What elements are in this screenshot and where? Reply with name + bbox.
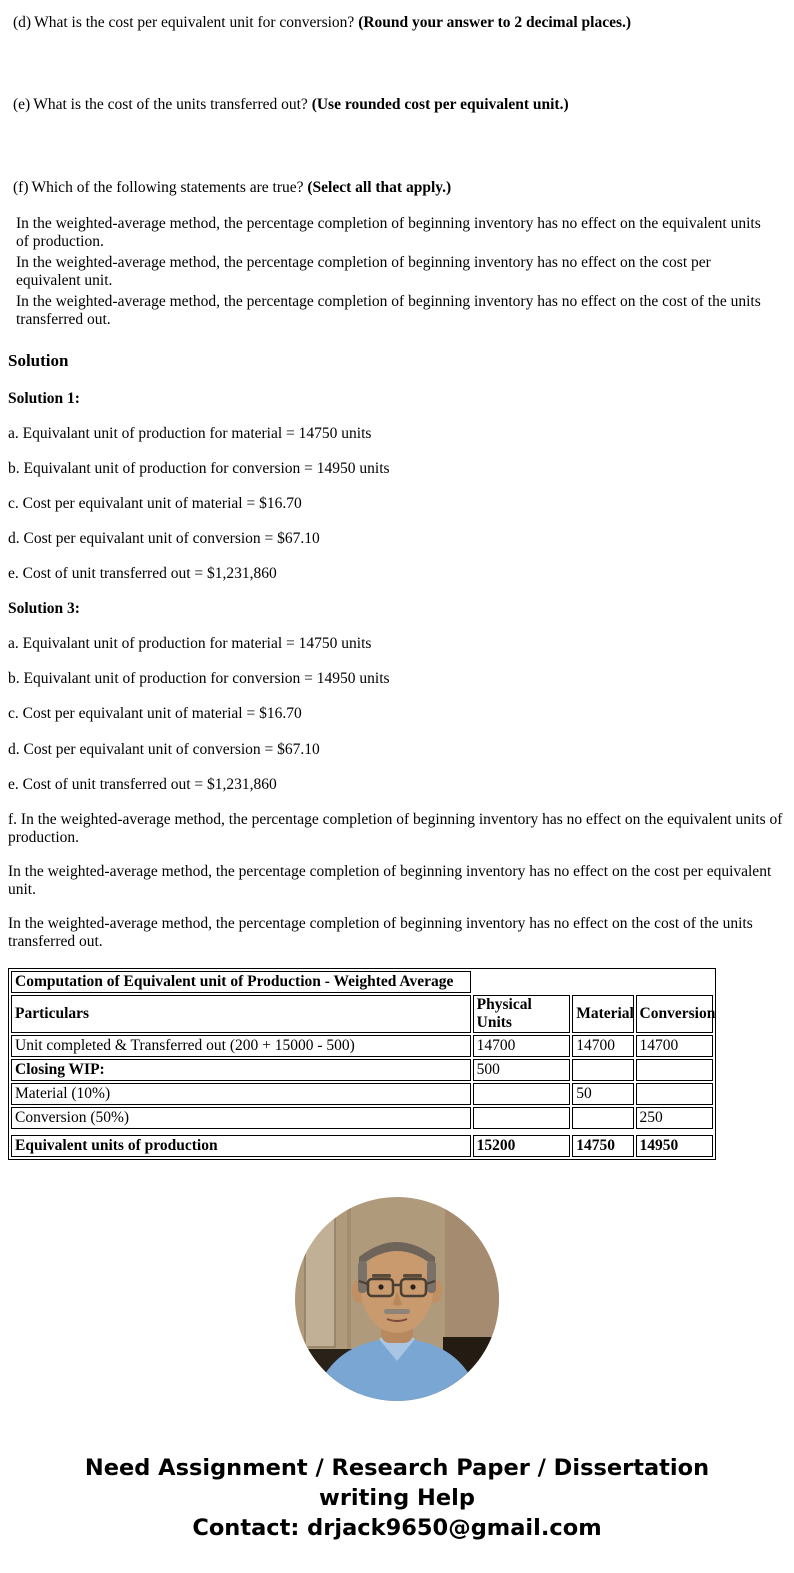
table-row-material (11, 1083, 713, 1105)
table-row-completed (11, 1035, 713, 1057)
question-f (13, 179, 786, 197)
table-cell (473, 1083, 571, 1105)
table-cell: 14950 (636, 1135, 713, 1157)
question-f-note: (Select all that apply.) (307, 178, 452, 196)
solution3-item-e: e. Cost of unit transferred out = $1,231,860 (8, 775, 277, 793)
table-row-closing-wip (11, 1059, 713, 1081)
footer-contact-email: Contact: drjack9650@gmail.com (192, 1514, 602, 1541)
col-header-material: Material (572, 995, 633, 1033)
table-header-row (11, 995, 713, 1033)
question-d (13, 14, 786, 32)
table-cell: 15200 (473, 1135, 571, 1157)
table-cell: Closing WIP: (11, 1059, 471, 1081)
solution1-item-d: d. Cost per equivalant unit of conversion = $67.10 (8, 529, 320, 547)
table-cell: 14700 (572, 1035, 633, 1057)
statement-equivalent-units: In the weighted-average method, the percentage completion of beginning inventory has no effect on the equivalent units of production. (16, 214, 761, 250)
statements-list (16, 215, 786, 330)
footer-help-text: Need Assignment / Research Paper / Dissertation writing Help (84, 1454, 710, 1511)
question-f-text: Which of the following statements are true? (31, 178, 304, 196)
table-cell: 14700 (473, 1035, 571, 1057)
table-cell (572, 1107, 633, 1129)
footer-banner (8, 1453, 786, 1543)
table-caption-filler (473, 971, 571, 993)
statement-cost-per-unit: In the weighted-average method, the percentage completion of beginning inventory has no effect on the cost per equivalent unit. (16, 254, 711, 290)
col-header-physical-units: Physical Units (473, 995, 571, 1033)
table-cell (636, 1083, 713, 1105)
question-d-text: What is the cost per equivalent unit for conversion? (34, 14, 355, 31)
solution3-heading: Solution 3: (8, 600, 80, 618)
question-e-note: (Use rounded cost per equivalent unit.) (311, 96, 569, 114)
table-cell (473, 1107, 571, 1129)
tutor-photo (295, 1197, 499, 1401)
table-cell: 50 (572, 1083, 633, 1105)
solution3-item-b: b. Equivalant unit of production for conversion = 14950 units (8, 670, 390, 688)
solution1-item-b: b. Equivalant unit of production for conversion = 14950 units (8, 459, 390, 477)
table-cell: Unit completed & Transferred out (200 + 15000 - 500) (11, 1035, 471, 1057)
solution3-item-a: a. Equivalant unit of production for material = 14750 units (8, 635, 372, 653)
question-e (13, 96, 786, 114)
solution3-item-d: d. Cost per equivalant unit of conversion = $67.10 (8, 740, 320, 758)
solution1-heading: Solution 1: (8, 389, 80, 407)
col-header-particulars: Particulars (11, 995, 471, 1033)
solution1-item-e: e. Cost of unit transferred out = $1,231,860 (8, 565, 277, 583)
question-d-label: (d) (13, 14, 32, 31)
question-d-note: (Round your answer to 2 decimal places.) (358, 14, 632, 31)
solution3-paragraph-cost-per-unit: In the weighted-average method, the percentage completion of beginning inventory has no effect on the cost per equivalent unit. (8, 863, 772, 899)
solution1-item-a: a. Equivalant unit of production for material = 14750 units (8, 424, 372, 442)
solution3-item-c: c. Cost per equivalant unit of material = $16.70 (8, 705, 302, 723)
table-cell: 14700 (636, 1035, 713, 1057)
table-caption: Computation of Equivalent unit of Production - Weighted Average (11, 971, 471, 993)
question-e-label: (e) (13, 96, 31, 114)
statement-cost-transferred-out: In the weighted-average method, the percentage completion of beginning inventory has no effect on the cost of the units transferred out. (16, 293, 761, 329)
col-header-conversion: Conversion (636, 995, 713, 1033)
table-row-total (11, 1135, 713, 1157)
table-cell (636, 1059, 713, 1081)
solution3-paragraph-cost-transferred: In the weighted-average method, the percentage completion of beginning inventory has no effect on the cost of the units transferred out. (8, 915, 753, 951)
equivalent-units-table (8, 968, 716, 1160)
table-cell: Material (10%) (11, 1083, 471, 1105)
question-e-text: What is the cost of the units transferred out? (33, 96, 308, 114)
table-cell: 500 (473, 1059, 571, 1081)
table-row-conversion (11, 1107, 713, 1129)
table-caption-row (11, 971, 713, 993)
solution1-item-c: c. Cost per equivalant unit of material = $16.70 (8, 494, 302, 512)
solution-section (8, 351, 786, 1160)
question-f-label: (f) (13, 178, 29, 196)
table-spacer-row (11, 1131, 713, 1133)
table-caption-filler (572, 971, 633, 993)
questions-section (8, 14, 786, 330)
table-cell: 14750 (572, 1135, 633, 1157)
solution-heading: Solution (8, 350, 69, 370)
table-cell (572, 1059, 633, 1081)
table-caption-filler (636, 971, 713, 993)
table-cell: 250 (636, 1107, 713, 1129)
table-cell: Conversion (50%) (11, 1107, 471, 1129)
table-cell: Equivalent units of production (11, 1135, 471, 1157)
solution3-paragraph-f: f. In the weighted-average method, the percentage completion of beginning inventory has no effect on the equivalent units of production. (8, 810, 783, 846)
portrait-illustration (295, 1197, 499, 1401)
